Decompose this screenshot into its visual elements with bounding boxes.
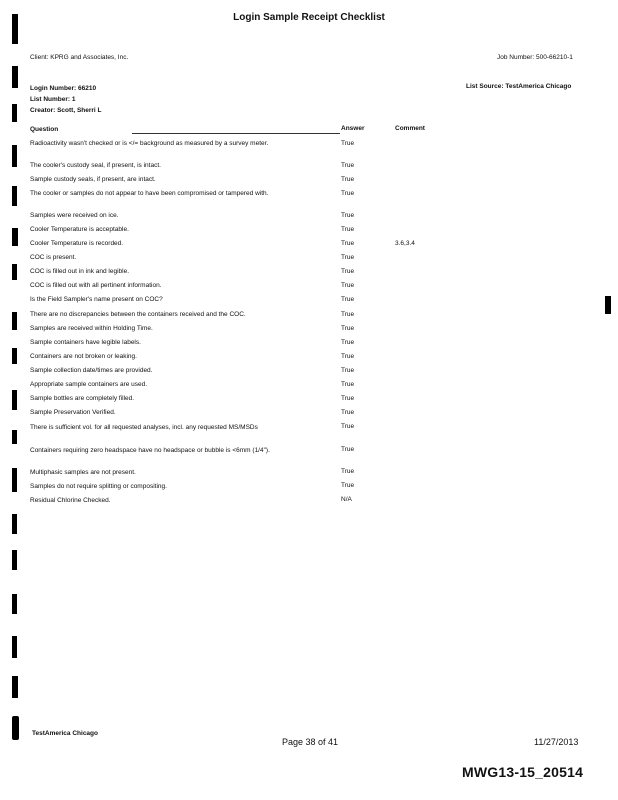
scan-mark — [12, 66, 18, 88]
scan-mark — [12, 186, 17, 206]
answer-value: True — [341, 353, 355, 360]
answer-value: N/A — [341, 496, 352, 503]
question-text: There is sufficient vol. for all requested analyses, incl. any requested MS/MSDs — [30, 424, 258, 431]
question-text: There are no discrepancies between the containers received and the COC. — [30, 311, 246, 318]
scan-mark — [12, 312, 17, 330]
answer-value: True — [341, 311, 355, 318]
creator: Creator: Scott, Sherri L — [30, 107, 102, 114]
answer-value: True — [341, 482, 355, 489]
answer-value: True — [341, 212, 355, 219]
question-text: Containers are not broken or leaking. — [30, 353, 137, 360]
answer-value: True — [341, 367, 355, 374]
question-text: Samples are received within Holding Time. — [30, 325, 153, 332]
client-name: Client: KPRG and Associates, Inc. — [30, 54, 129, 61]
scan-mark — [12, 594, 17, 614]
page-title: Login Sample Receipt Checklist — [233, 12, 385, 23]
question-text: Residual Chlorine Checked. — [30, 497, 111, 504]
answer-value: True — [341, 190, 355, 197]
question-text: Samples do not require splitting or compositing. — [30, 483, 167, 490]
answer-value: True — [341, 381, 355, 388]
answer-value: True — [341, 254, 355, 261]
scan-mark — [12, 228, 18, 246]
question-text: Containers requiring zero headspace have no headspace or bubble is <6mm (1/4"). — [30, 447, 270, 454]
scan-mark — [12, 145, 17, 167]
answer-value: True — [341, 325, 355, 332]
scan-mark — [12, 14, 18, 44]
question-text: Radioactivity wasn't checked or is </= background as measured by a survey meter. — [30, 140, 269, 147]
job-number: Job Number: 500-66210-1 — [497, 54, 573, 61]
answer-value: True — [341, 176, 355, 183]
header-rule — [132, 133, 340, 134]
answer-value: True — [341, 409, 355, 416]
question-text: COC is filled out with all pertinent information. — [30, 282, 162, 289]
scan-mark — [12, 636, 17, 658]
answer-value: True — [341, 395, 355, 402]
scan-mark — [12, 430, 17, 444]
question-text: Is the Field Sampler's name present on COC? — [30, 296, 163, 303]
answer-value: True — [341, 446, 355, 453]
question-text: COC is present. — [30, 254, 77, 261]
question-text: Samples were received on ice. — [30, 212, 119, 219]
scan-mark — [12, 104, 17, 122]
scan-mark — [12, 348, 17, 364]
scan-mark — [12, 514, 17, 534]
answer-value: True — [341, 423, 355, 430]
login-number: Login Number: 66210 — [30, 85, 97, 92]
question-header: Question — [30, 126, 59, 133]
question-text: Sample bottles are completely filled. — [30, 395, 135, 402]
answer-value: True — [341, 240, 355, 247]
scan-mark — [12, 390, 17, 410]
question-text: Multiphasic samples are not present. — [30, 469, 136, 476]
answer-value: True — [341, 296, 355, 303]
answer-value: True — [341, 226, 355, 233]
question-text: Sample collection date/times are provided. — [30, 367, 153, 374]
scan-mark — [605, 296, 611, 314]
question-text: Sample Preservation Verified. — [30, 409, 116, 416]
page-number: Page 38 of 41 — [282, 737, 339, 747]
answer-value: True — [341, 268, 355, 275]
question-text: Sample containers have legible labels. — [30, 339, 141, 346]
scan-mark — [12, 264, 17, 280]
answer-value: True — [341, 282, 355, 289]
question-text: Sample custody seals, if present, are intact. — [30, 176, 156, 183]
question-text: Cooler Temperature is recorded. — [30, 240, 124, 247]
comment-header: Comment — [395, 125, 425, 132]
scan-mark — [12, 550, 17, 570]
answer-value: True — [341, 162, 355, 169]
scan-mark — [12, 468, 17, 492]
question-text: The cooler or samples do not appear to have been compromised or tampered with. — [30, 190, 269, 197]
question-text: COC is filled out in ink and legible. — [30, 268, 129, 275]
answer-value: True — [341, 140, 355, 147]
answer-value: True — [341, 339, 355, 346]
list-source: List Source: TestAmerica Chicago — [466, 83, 572, 90]
scan-mark — [12, 716, 19, 740]
question-text: Appropriate sample containers are used. — [30, 381, 148, 388]
answer-value: True — [341, 468, 355, 475]
question-text: The cooler's custody seal, if present, is intact. — [30, 162, 161, 169]
comment-value: 3.6,3.4 — [395, 240, 415, 247]
list-number: List Number: 1 — [30, 96, 76, 103]
document-stamp: MWG13-15_20514 — [462, 764, 584, 780]
question-text: Cooler Temperature is acceptable. — [30, 226, 129, 233]
scan-mark — [12, 676, 18, 698]
footer-date: 11/27/2013 — [534, 737, 579, 747]
footer-lab-name: TestAmerica Chicago — [32, 730, 98, 737]
answer-header: Answer — [341, 125, 365, 132]
